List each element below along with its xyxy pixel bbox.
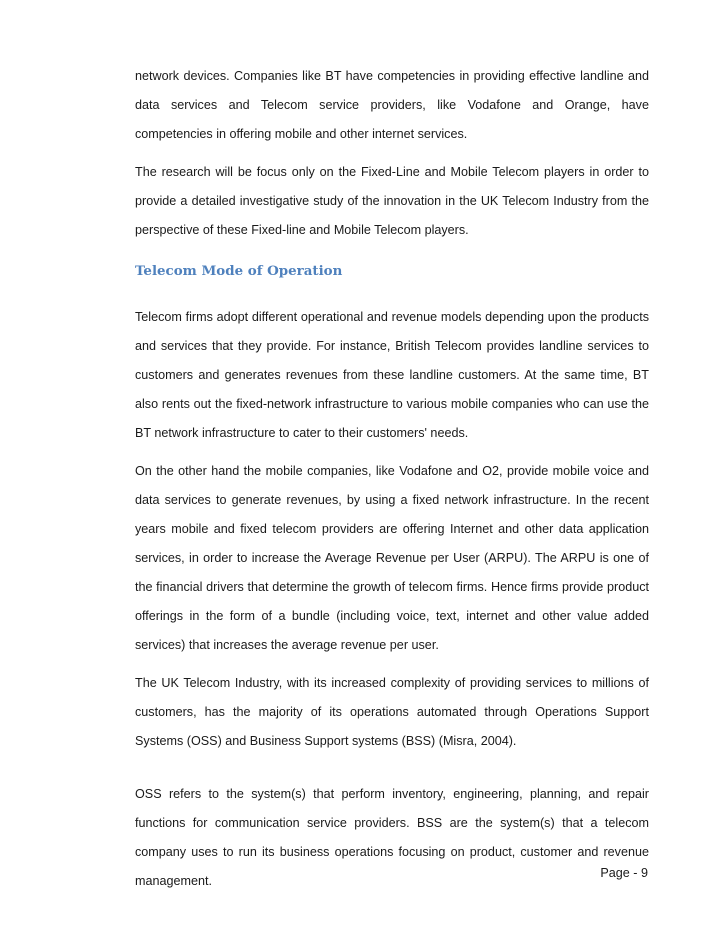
body-paragraph: Telecom firms adopt different operational and revenue models depending upon the products and services that they provide. For instance, British Telecom provides landline services to customers and generates revenues from these landline customers. At the same time, BT also rents out the fixed-network infrastructure to various mobile companies who can use the BT network infrastructure to cater to their customers' needs. [135,310,649,440]
section-heading: Telecom Mode of Operation [135,263,343,279]
page-number: Page - 9 [600,866,648,880]
body-paragraph: OSS refers to the system(s) that perform inventory, engineering, planning, and repair functions for communication service providers. BSS are the system(s) that a telecom company uses to run its business operations focusing on product, customer and revenue management. [135,787,649,888]
body-paragraph: network devices. Companies like BT have competencies in providing effective landline and data services and Telecom service providers, like Vodafone and Orange, have competencies in offering mobile and other internet services. [135,69,649,141]
body-paragraph: The research will be focus only on the Fixed-Line and Mobile Telecom players in order to provide a detailed investigative study of the innovation in the UK Telecom Industry from the perspective of these Fixed-line and Mobile Telecom players. [135,165,649,237]
body-paragraph: On the other hand the mobile companies, like Vodafone and O2, provide mobile voice and data services to generate revenues, by using a fixed network infrastructure. In the recent years mobile and fixed telecom providers are offering Internet and other data application services, in order to increase the Average Revenue per User (ARPU). The ARPU is one of the financial drivers that determine the growth of telecom firms. Hence firms provide product offerings in the form of a bundle (including voice, text, internet and other value added services) that increases the average revenue per user. [135,464,649,652]
page-body [135,62,649,905]
body-paragraph: The UK Telecom Industry, with its increased complexity of providing services to millions of customers, has the majority of its operations automated through Operations Support Systems (OSS) and Business Support systems (BSS) (Misra, 2004). [135,676,649,748]
